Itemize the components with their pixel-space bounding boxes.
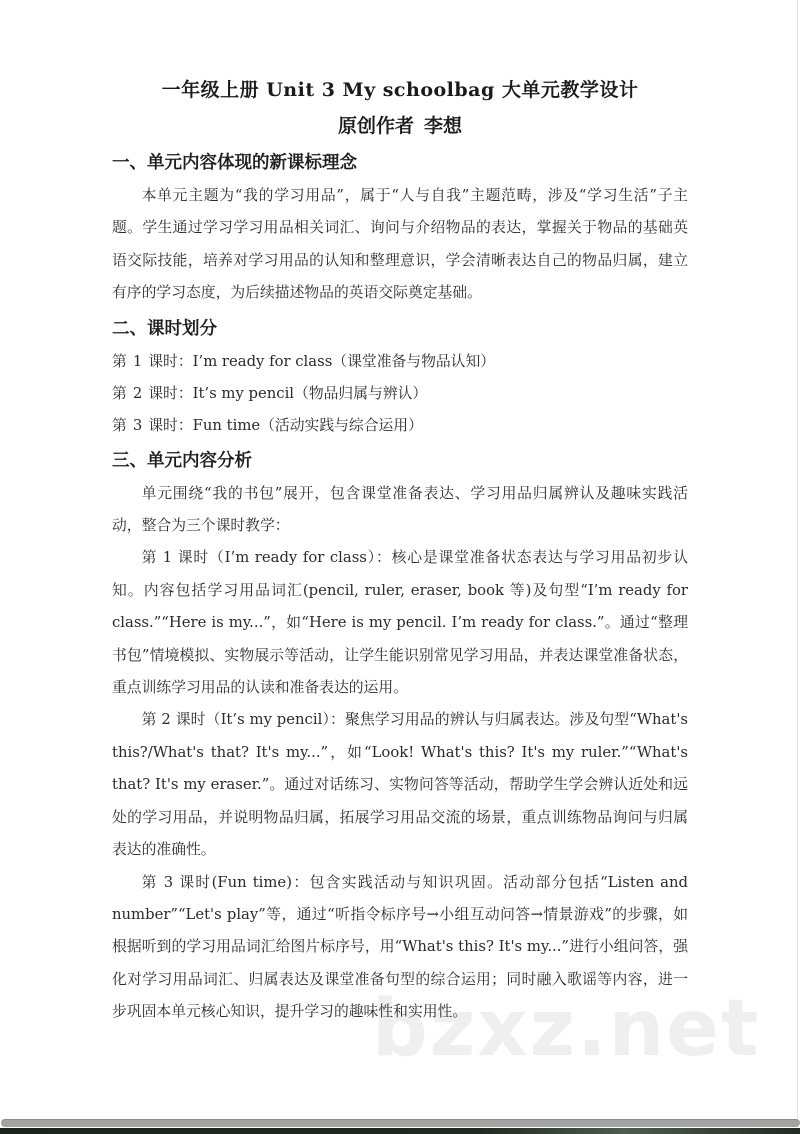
lesson-prefix: 第 xyxy=(112,352,127,370)
lesson-text: It’s my pencil（物品归属与辨认） xyxy=(192,384,428,402)
author-label: 原创作者 xyxy=(337,115,414,137)
lesson-number: 3 xyxy=(132,416,143,434)
section-heading-philosophy: 一、单元内容体现的新课标理念 xyxy=(112,153,357,173)
horizontal-scrollbar[interactable] xyxy=(1,1119,800,1127)
lesson-3-analysis-paragraph: 第 3 课时(Fun time)：包含实践活动与知识巩固。活动部分包括“Listen and number”“Let's play”等，通过“听指令标序号→小组互动问答→情景游戏”的步骤，如根据听到的学习用品词汇给图片标序号，用“What's this? It's my...”进行小组问答，强化对学习用品词汇、归属表达及课堂准备句型的综合运用；同时融入歌谣等内容，进一步巩固本单元核心知识，提升学习的趣味性和实用性。 xyxy=(112,873,688,1021)
lesson-suffix: 课时： xyxy=(148,416,193,434)
lesson-number: 2 xyxy=(132,384,143,402)
background-band xyxy=(0,1128,800,1134)
section-heading-lesson-division: 二、课时划分 xyxy=(112,318,217,339)
lesson-item xyxy=(112,346,688,378)
lesson-prefix: 第 xyxy=(112,416,127,434)
author-line xyxy=(112,108,688,144)
lesson-list xyxy=(112,346,688,442)
lesson-suffix: 课时： xyxy=(148,352,193,370)
lesson-2-analysis-paragraph: 第 2 课时（It’s my pencil）：聚焦学习用品的辨认与归属表达。涉及句型“What's this?/What's that? It's my...”，如“Look! What's this? It's my ruler.”“What's that? It's my eraser.”。通过对话练习、实物问答等活动，帮助学生学会辨认近处和远处的学习用品，并说明物品归属，拓展学习用品交流的场景，重点训练物品询问与归属表达的准确性。 xyxy=(112,711,688,859)
watermark: bzxz.net xyxy=(372,984,761,1074)
section-heading-content-analysis: 三、单元内容分析 xyxy=(112,450,252,471)
lesson-number: 1 xyxy=(132,352,143,370)
document-content xyxy=(112,72,688,1029)
lesson-item xyxy=(112,378,688,410)
lesson-text: Fun time（活动实践与综合运用） xyxy=(192,416,423,434)
lesson-1-analysis-paragraph: 第 1 课时（I’m ready for class）：核心是课堂准备状态表达与学习用品初步认知。内容包括学习用品词汇(pencil, ruler, eraser, book 等)及句型“I’m ready for class.”“Here is my...”，如“Here is my pencil. I’m ready for class.”。通过“整理书包”情境模拟、实物展示等活动，让学生能识别常见学习用品，并表达课堂准备状态，重点训练学习用品的认读和准备表达的运用。 xyxy=(112,549,688,697)
lesson-prefix: 第 xyxy=(112,384,127,402)
analysis-intro-paragraph: 单元围绕“我的书包”展开，包含课堂准备表达、学习用品归属辨认及趣味实践活动，整合为三个课时教学： xyxy=(112,484,688,535)
lesson-item xyxy=(112,410,688,442)
lesson-text: I’m ready for class（课堂准备与物品认知） xyxy=(192,352,496,370)
lesson-suffix: 课时： xyxy=(148,384,193,402)
author-name: 李想 xyxy=(424,115,463,137)
philosophy-paragraph: 本单元主题为“我的学习用品”，属于“人与自我”主题范畴，涉及“学习生活”子主题。学生通过学习学习用品相关词汇、询问与介绍物品的表达，掌握关于物品的基础英语交际技能，培养对学习用品的认知和整理意识，学会清晰表达自己的物品归属，建立有序的学习态度，为后续描述物品的英语交际奠定基础。 xyxy=(112,187,688,302)
document-title: 一年级上册 Unit 3 My schoolbag 大单元教学设计 xyxy=(161,79,639,101)
